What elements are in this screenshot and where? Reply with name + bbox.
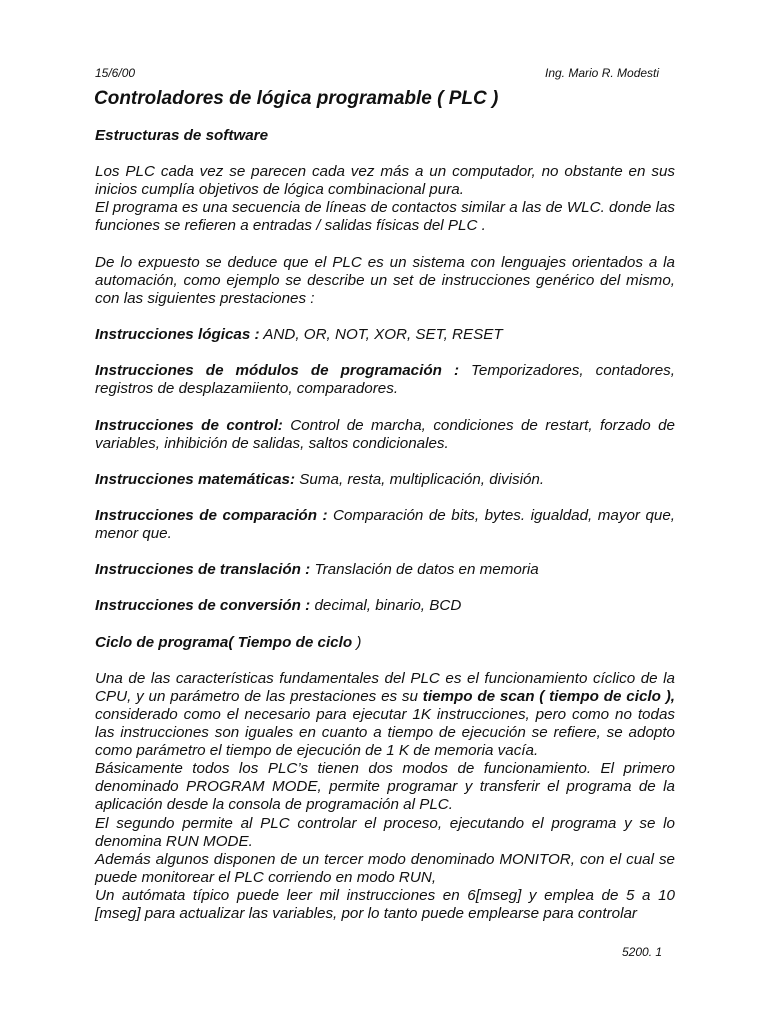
paragraph-cycle-1-b: considerado como el necesario para ejecutar 1K instrucciones, pero como no todas las instrucciones son iguales en cuanto a tiempo de ejecución se refiere, se adopto como parámetro el tiempo de ejecución de 1 K de memoria vacía. — [95, 706, 675, 760]
section-heading-cycle-tail: ) — [352, 633, 362, 651]
instruction-item — [95, 417, 675, 453]
section-heading-cycle — [95, 634, 675, 652]
instruction-text: Comparación de bits, bytes. igualdad, mayor que, menor que. — [95, 506, 676, 543]
paragraph-intro-3: De lo expuesto se deduce que el PLC es un sistema con lenguajes orientados a la automación, como ejemplo se describe un set de instrucciones genérico del mismo, con las siguientes prestaciones : — [95, 253, 675, 307]
instruction-text: AND, OR, NOT, XOR, SET, RESET — [259, 326, 503, 344]
instruction-label: Instrucciones de control: — [95, 416, 283, 434]
document-body — [95, 127, 675, 923]
paragraph-cycle-4: Además algunos disponen de un tercer modo denominado MONITOR, con el cual se puede monitorear el PLC corriendo en modo RUN, — [95, 850, 675, 886]
instruction-label: Instrucciones lógicas : — [95, 326, 260, 344]
instruction-item — [95, 362, 675, 398]
instruction-label: Instrucciones de módulos de programación : — [95, 362, 459, 380]
page-number: 5200. 1 — [622, 945, 663, 959]
section-heading-software: Estructuras de software — [95, 127, 269, 144]
section-heading-cycle-text: Ciclo de programa( Tiempo de ciclo — [95, 633, 353, 651]
paragraph-cycle-2: Básicamente todos los PLC’s tienen dos modos de funcionamiento. El primero denominado PROGRAM MODE, permite programar y transferir el programa de la aplicación desde la consola de programación al PLC. — [95, 760, 675, 814]
instruction-item — [95, 507, 675, 543]
instruction-text: Translación de datos en memoria — [310, 561, 539, 579]
instruction-item — [95, 326, 675, 344]
instruction-label: Instrucciones matemáticas: — [95, 470, 296, 488]
paragraph-cycle-3: El segundo permite al PLC controlar el proceso, ejecutando el programa y se lo denomina RUN MODE. — [95, 814, 675, 850]
instruction-text: decimal, binario, BCD — [310, 597, 462, 615]
paragraph-intro-1: Los PLC cada vez se parecen cada vez más a un computador, no obstante en sus inicios cumplía objetivos de lógica combinacional pura. — [95, 163, 675, 199]
paragraph-intro-2: El programa es una secuencia de líneas de contactos similar a las de WLC. donde las funciones se refieren a entradas / salidas físicas del PLC . — [95, 199, 675, 235]
document-title: Controladores de lógica programable ( PLC ) — [94, 88, 499, 109]
instruction-label: Instrucciones de conversión : — [95, 597, 311, 615]
header-date: 15/6/00 — [95, 66, 136, 80]
instruction-text: Temporizadores, contadores, registros de desplazamiiento, comparadores. — [95, 362, 675, 398]
header-author: Ing. Mario R. Modesti — [545, 66, 660, 80]
instruction-item — [95, 471, 675, 489]
instruction-text: Control de marcha, condiciones de restart, forzado de variables, inhibición de salidas, saltos condicionales. — [95, 416, 675, 452]
paragraph-cycle-5: Un autómata típico puede leer mil instrucciones en 6[mseg] y emplea de 5 a 10 [mseg] para actualizar las variables, por lo tanto puede emplearse para controlar — [95, 886, 675, 923]
instruction-item — [95, 561, 675, 579]
instruction-item — [95, 597, 675, 615]
paragraph-cycle-1 — [95, 670, 675, 760]
instruction-label: Instrucciones de comparación : — [95, 506, 328, 524]
instruction-text: Suma, resta, multiplicación, división. — [295, 470, 545, 488]
paragraph-cycle-1-a: Una de las características fundamentales del PLC es el funcionamiento cíclico de la CPU, y un parámetro de las prestaciones es su — [95, 669, 675, 705]
instruction-label: Instrucciones de translación : — [95, 561, 311, 579]
paragraph-cycle-1-bold: tiempo de scan ( tiempo de ciclo ), — [422, 687, 675, 705]
